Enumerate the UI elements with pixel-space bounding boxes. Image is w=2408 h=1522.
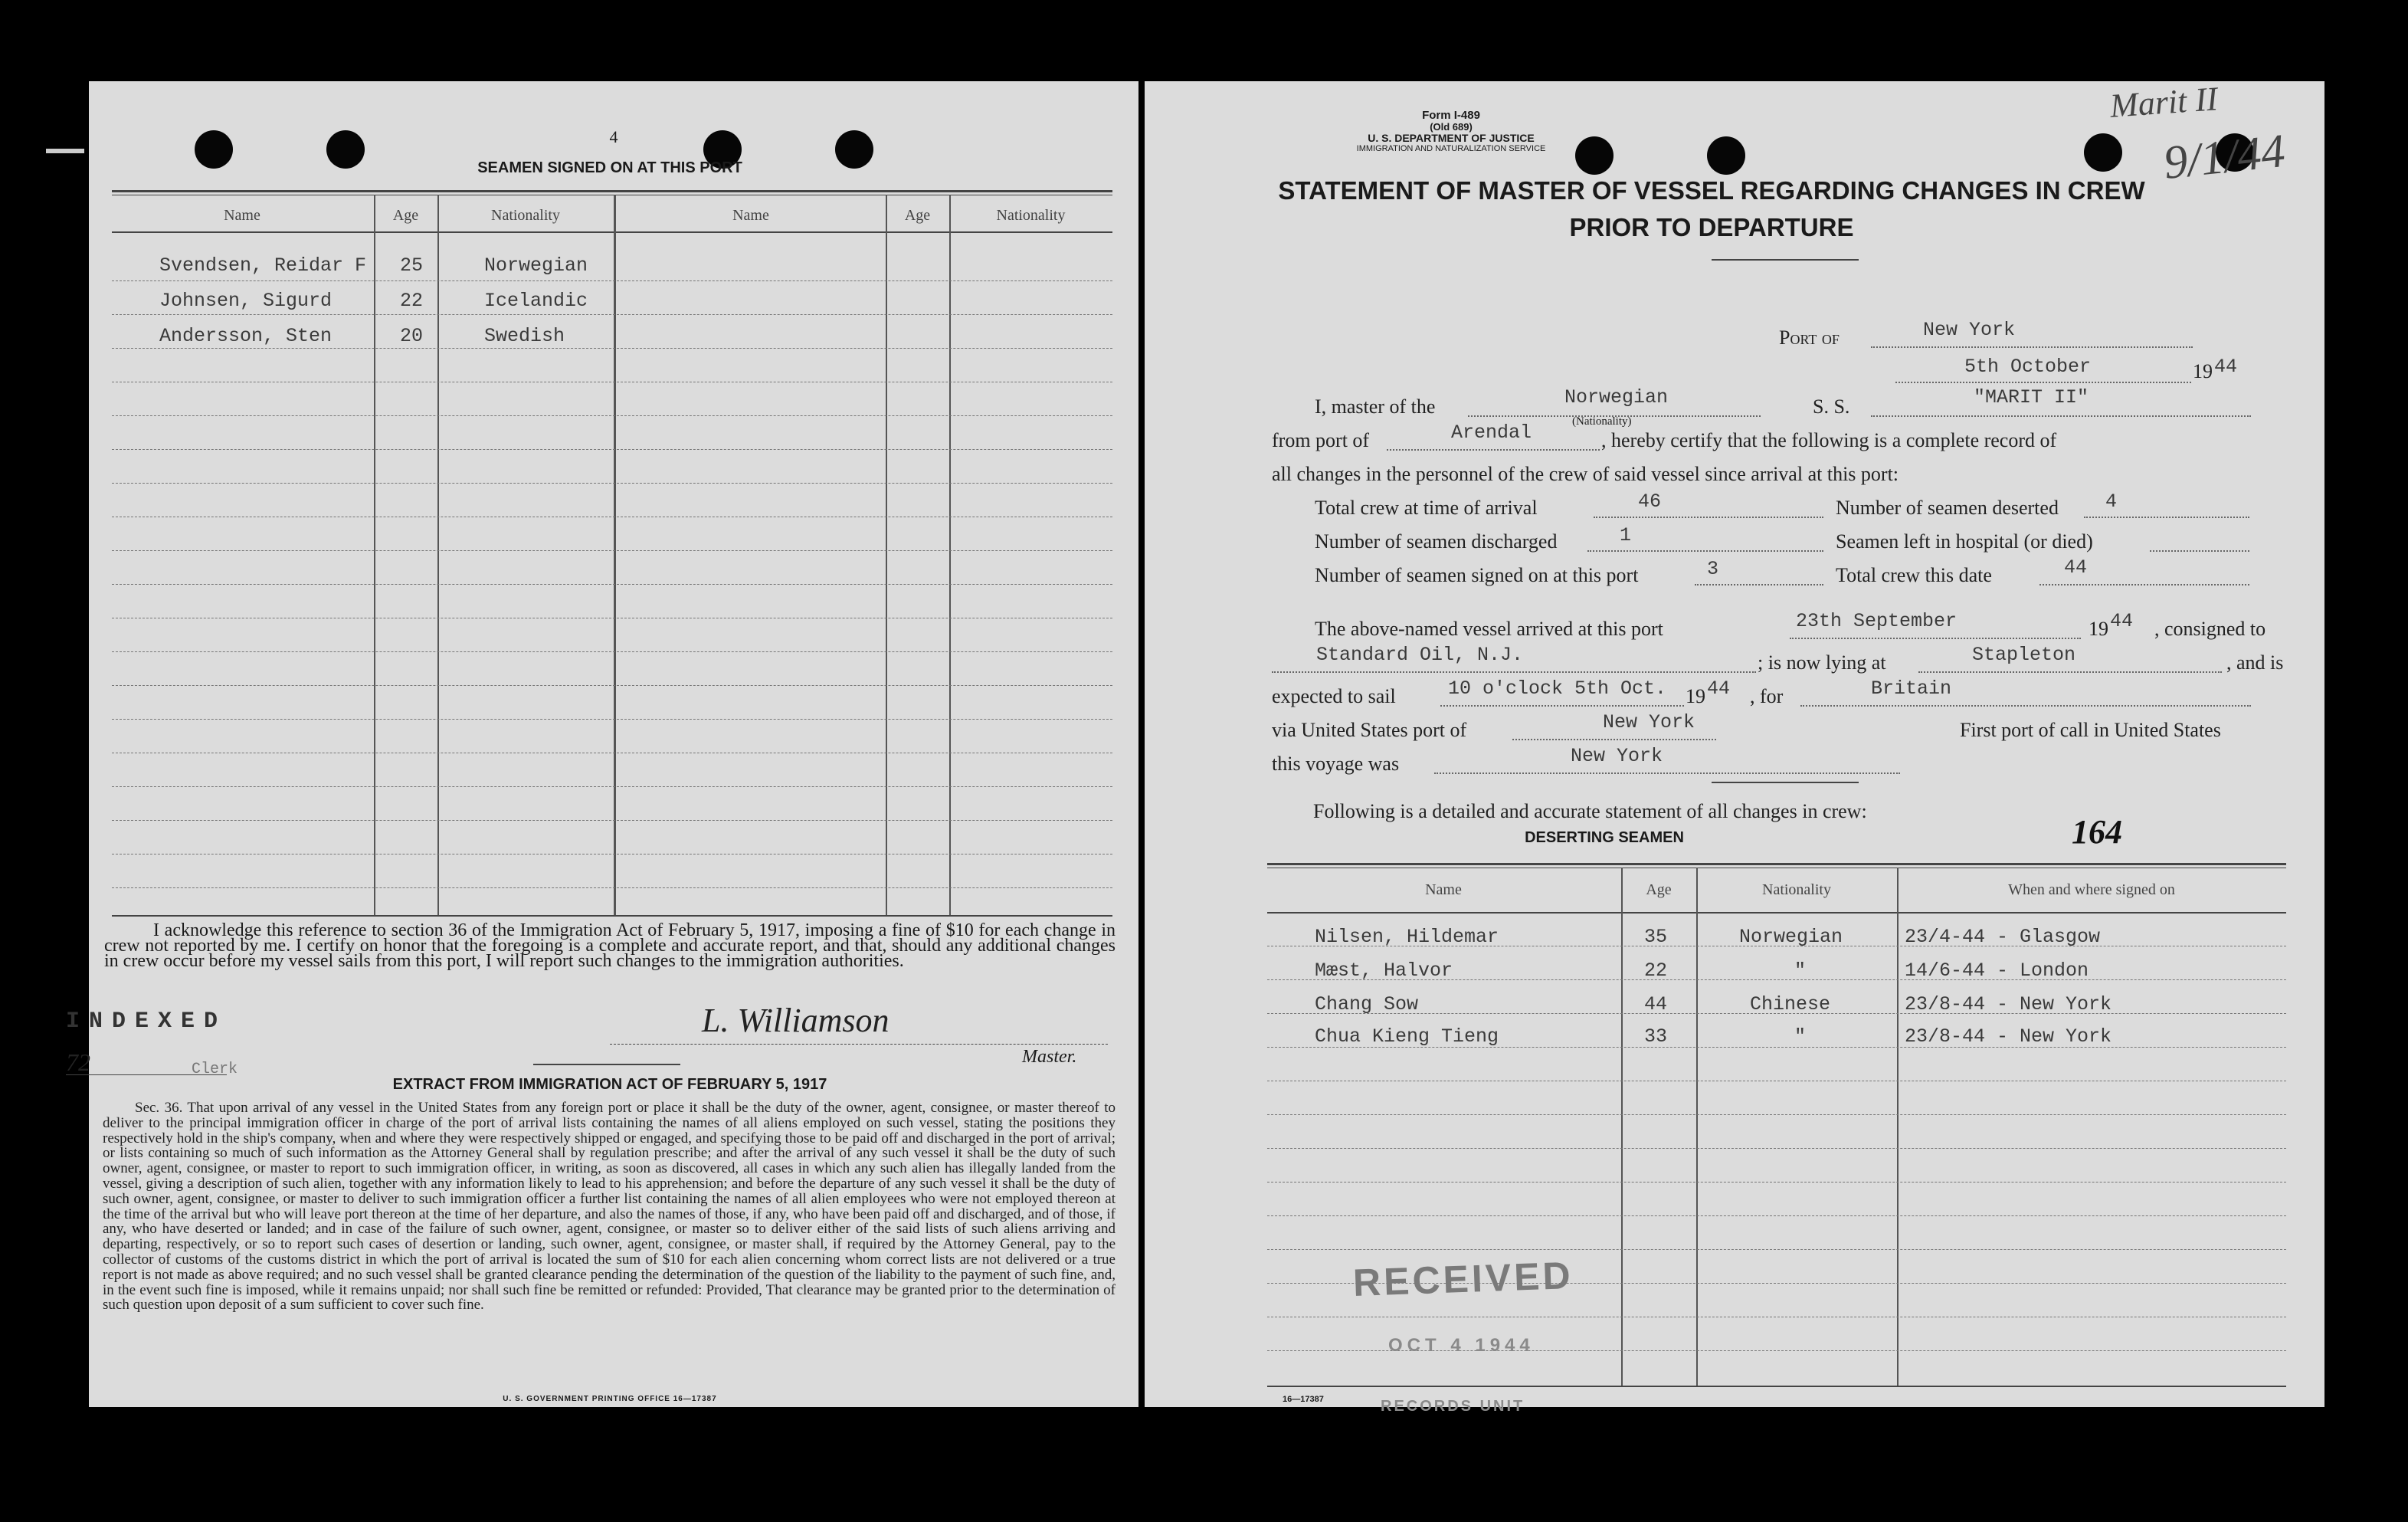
department: U. S. DEPARTMENT OF JUSTICE	[1368, 132, 1535, 144]
page-number: 4	[609, 127, 618, 146]
punch-hole	[2084, 133, 2122, 172]
column-header-name: Name	[224, 207, 260, 224]
deserting-title: DESERTING SEAMEN	[1525, 829, 1684, 846]
from-port-value: Arendal	[1451, 422, 1532, 444]
deserter-age: 33	[1644, 1025, 1668, 1048]
row-rule	[1267, 1215, 2286, 1216]
seaman-name: Andersson, Sten	[159, 325, 333, 347]
seaman-age: 20	[400, 325, 424, 347]
ss-label: S. S.	[1813, 395, 1850, 418]
row-rule	[112, 314, 1112, 315]
voyage-value: New York	[1571, 745, 1663, 767]
form-number: Form I-489	[1422, 109, 1480, 122]
deserter-nationality: "	[1794, 1025, 1807, 1048]
date-value: 5th October	[1964, 356, 2092, 378]
row-rule	[112, 685, 1112, 686]
footer-code: 16—17387	[1283, 1395, 1324, 1404]
handwritten-note: Marit II	[2108, 80, 2220, 125]
nationality-value: Norwegian	[1564, 386, 1669, 408]
arrived-value: 23th September	[1796, 610, 1958, 632]
arrived-year: 44	[2110, 610, 2134, 632]
column-header-name: Name	[732, 207, 769, 224]
first-port-label: First port of call in United States	[1960, 719, 2221, 741]
expected-value: 10 o'clock 5th Oct.	[1448, 677, 1667, 700]
punch-hole	[195, 130, 233, 169]
deserter-signed-on: 23/8-44 - New York	[1905, 1025, 2112, 1048]
seaman-name: Svendsen, Reidar F	[159, 254, 367, 277]
deserter-nationality: Norwegian	[1739, 926, 1843, 948]
row-rule	[112, 887, 1112, 888]
row-rule	[112, 786, 1112, 787]
ship-name: "MARIT II"	[1974, 386, 2089, 408]
master-of-label: I, master of the	[1315, 395, 1436, 418]
seaman-nationality: Swedish	[484, 325, 565, 347]
old-form-number: (Old 689)	[1430, 121, 1473, 133]
signed-on-label: Number of seamen signed on at this port	[1315, 564, 1639, 586]
lying-value: Stapleton	[1972, 644, 2076, 666]
printing-office: U. S. GOVERNMENT PRINTING OFFICE 16—17387	[503, 1395, 717, 1403]
deserter-age: 22	[1644, 959, 1668, 982]
service: IMMIGRATION AND NATURALIZATION SERVICE	[1356, 144, 1546, 153]
row-rule	[112, 280, 1112, 281]
deserter-nationality: Chinese	[1750, 993, 1831, 1015]
punch-hole	[326, 130, 365, 169]
deserter-signed-on: 14/6-44 - London	[1905, 959, 2089, 982]
deserted-label: Number of seamen deserted	[1836, 497, 2059, 519]
seaman-age: 22	[400, 290, 424, 312]
total-crew-date-label: Total crew this date	[1836, 564, 1992, 586]
certify-text: , hereby certify that the following is a complete record of	[1601, 429, 2057, 451]
deserter-age: 44	[1644, 993, 1668, 1015]
column-header-age: Age	[1646, 881, 1672, 898]
row-rule	[112, 820, 1112, 821]
total-crew-arrival-label: Total crew at time of arrival	[1315, 497, 1538, 519]
total-crew-date-value: 44	[2064, 556, 2088, 579]
row-rule	[112, 415, 1112, 416]
row-rule	[1267, 1182, 2286, 1183]
signed-on-value: 3	[1707, 558, 1719, 580]
punch-hole	[1707, 136, 1745, 175]
voyage-label: this voyage was	[1272, 753, 1400, 775]
deserter-name: Chua Kieng Tieng	[1315, 1025, 1499, 1048]
arrived-label: The above-named vessel arrived at this port	[1315, 618, 1663, 640]
column-header-age: Age	[904, 207, 931, 224]
consignee-value: Standard Oil, N.J.	[1316, 644, 1524, 666]
year-prefix: 19	[2089, 618, 2108, 640]
received-date: OCT 4 1944	[1388, 1335, 1535, 1356]
clerk-label: Clerk	[192, 1061, 238, 1078]
deserter-name: Chang Sow	[1315, 993, 1419, 1015]
acknowledgement-text: I acknowledge this reference to section 36 of the Immigration Act of February 5, 1917, imposing a fine of $10 for each change in crew not reported by me. I certify on honor that the foregoing is a complete and accurate report, and that, should any additional changes in crew occur before my vessel sails from this port, I will report such changes to the immigration authorities.	[104, 920, 1116, 971]
lying-label: ; is now lying at	[1758, 651, 1886, 674]
binding-mark	[46, 149, 84, 153]
handwritten-date: 9/1/44	[2161, 124, 2288, 190]
row-rule	[112, 584, 1112, 585]
discharged-label: Number of seamen discharged	[1315, 530, 1558, 553]
column-header-nationality: Nationality	[996, 207, 1066, 224]
year-prefix: 19	[2193, 360, 2213, 382]
master-label: Master.	[1022, 1047, 1077, 1067]
seaman-name: Johnsen, Sigurd	[159, 290, 333, 312]
total-crew-arrival-value: 46	[1638, 490, 1662, 513]
destination-value: Britain	[1871, 677, 1952, 700]
via-value: New York	[1603, 711, 1695, 733]
seaman-nationality: Icelandic	[484, 290, 588, 312]
form-title: STATEMENT OF MASTER OF VESSEL REGARDING CHANGES IN CREW	[1278, 176, 2145, 205]
for-label: , for	[1750, 685, 1784, 707]
records-unit-stamp: RECORDS UNIT	[1381, 1398, 1525, 1415]
deserter-nationality: "	[1794, 959, 1807, 982]
stamp-number: 164	[2072, 813, 2122, 851]
received-stamp: RECEIVED	[1352, 1253, 1574, 1305]
deserter-age: 35	[1644, 926, 1668, 948]
changes-text: all changes in the personnel of the crew of said vessel since arrival at this port:	[1272, 463, 1899, 485]
row-rule	[112, 483, 1112, 484]
indexed-stamp: INDEXED	[66, 1009, 228, 1035]
form-subtitle: PRIOR TO DEPARTURE	[1569, 213, 1854, 241]
expected-label: expected to sail	[1272, 685, 1396, 707]
punch-hole	[835, 130, 873, 169]
seaman-nationality: Norwegian	[484, 254, 588, 277]
row-rule	[1267, 1148, 2286, 1149]
left-page	[66, 81, 1138, 1407]
row-rule	[112, 550, 1112, 551]
signed-on-title: SEAMEN SIGNED ON AT THIS PORT	[477, 159, 742, 176]
seaman-age: 25	[400, 254, 424, 277]
right-page	[1145, 80, 2324, 1415]
row-rule	[1267, 1114, 2286, 1115]
expected-year: 44	[1707, 677, 1731, 700]
row-rule	[112, 651, 1112, 652]
column-header-age: Age	[392, 207, 419, 224]
port-value: New York	[1923, 319, 2016, 341]
extract-title: EXTRACT FROM IMMIGRATION ACT OF FEBRUARY 5, 1917	[392, 1076, 827, 1093]
row-rule	[112, 719, 1112, 720]
from-port-label: from port of	[1272, 429, 1370, 451]
master-signature: L. Williamson	[702, 1002, 889, 1039]
row-rule	[112, 449, 1112, 450]
and-is-label: , and is	[2226, 651, 2284, 674]
extract-text: Sec. 36. That upon arrival of any vessel in the United States from any foreign port or place it shall be the duty of the owner, agent, consignee, or master thereof to deliver to the principal immigration officer in charge of the port of arrival lists containing the names of all aliens employed on such vessel, stating the positions they respectively hold in the ship's company, when and where they were respectively shipped or engaged, and specifying those to be paid off and discharged in the port of arrival; or lists containing so much of such information as the Attorney General shall by regulation prescribe; and after the arrival of any such vessel it shall be the duty of such owner, agent, consignee, or master to report to such immigration officer, in writing, as soon as discovered, all cases in which any such alien has illegally landed from the vessel, giving a description of such alien, together with any information likely to lead to his apprehension; and before the departure of any such vessel it shall be the duty of such owner, agent, consignee, or master to deliver to such immigration officer a further list containing the names of all alien employees who were not employed thereon at the time of the arrival but who will leave port thereon at the time of her departure, and also the names of those, if any, who have been paid off and discharged, and of those, if any, who have deserted or landed; and in case of the failure of such owner, agent, consignee, or master so to deliver either of the said lists of such aliens arriving and departing, respectively, or so to report such cases of desertion or landing, such owner, agent, consignee, or master shall, if required by the Attorney General, pay to the collector of customs of the customs district in which the port of arrival is located the sum of $10 for each alien concerning whom correct lists are not delivered or a true report is not made as above required; and no such vessel shall be granted clearance pending the determination of the question of the liability to the payment of such fine, and, in the event such fine is imposed, while it remains unpaid; nor shall such fine be remitted or refunded: Provided, That clearance may be granted prior to the determination of such question upon deposit of a sum sufficient to cover such fine.	[103, 1100, 1116, 1314]
via-label: via United States port of	[1272, 719, 1467, 741]
deserted-value: 4	[2105, 490, 2118, 513]
column-header-nationality: Nationality	[491, 207, 560, 224]
column-header-signed-on: When and where signed on	[2008, 881, 2175, 898]
discharged-value: 1	[1620, 524, 1632, 546]
port-label: Port of	[1779, 326, 1840, 349]
hospital-label: Seamen left in hospital (or died)	[1836, 530, 2093, 553]
row-rule	[1267, 1249, 2286, 1250]
clerk-number: 72	[66, 1048, 90, 1076]
nationality-caption: (Nationality)	[1572, 415, 1632, 428]
year-prefix: 19	[1686, 685, 1705, 707]
deserter-signed-on: 23/8-44 - New York	[1905, 993, 2112, 1015]
deserter-name: Mæst, Halvor	[1315, 959, 1453, 982]
deserter-signed-on: 23/4-44 - Glasgow	[1905, 926, 2101, 948]
following-text: Following is a detailed and accurate statement of all changes in crew:	[1313, 800, 1867, 822]
column-header-name: Name	[1425, 881, 1462, 898]
row-rule	[112, 348, 1112, 349]
year-value: 44	[2214, 356, 2238, 378]
column-header-nationality: Nationality	[1762, 881, 1831, 898]
consigned-label: , consigned to	[2154, 618, 2266, 640]
deserter-name: Nilsen, Hildemar	[1315, 926, 1499, 948]
